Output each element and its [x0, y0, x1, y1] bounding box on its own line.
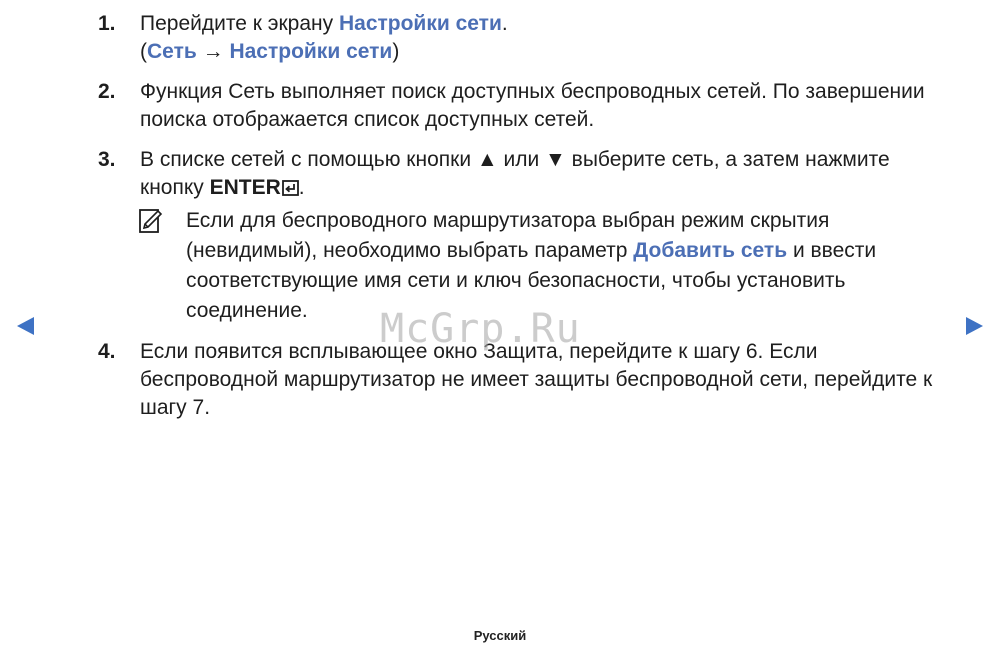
- enter-label: ENTER: [209, 176, 281, 199]
- step-1-line-1: Перейдите к экрану Настройки сети.: [140, 12, 508, 35]
- step-number: 1.: [98, 12, 116, 35]
- network-settings-link: Настройки сети: [338, 12, 502, 35]
- menu-path-network-settings: Настройки сети: [229, 40, 393, 63]
- add-network-link: Добавить сеть: [633, 239, 788, 262]
- step-3-text: В списке сетей с помощью кнопки ▲ или ▼ выберите сеть, а затем нажмите кнопку ENTER .: [140, 148, 890, 199]
- instruction-list: [98, 10, 948, 434]
- menu-path-network: Сеть: [147, 40, 197, 63]
- step-4-text: Если появится всплывающее окно Защита, перейдите к шагу 6. Если беспроводной маршрутизатор не имеет защиты беспроводной сети, перейдите к шагу 7.: [140, 340, 933, 419]
- footer-language: Русский: [473, 628, 527, 643]
- note-text: Если для беспроводного маршрутизатора выбран режим скрытия (невидимый), необходимо выбрать параметр Добавить сеть и ввести соответствующие имя сети и ключ безопасности, чтобы установить соединение.: [186, 209, 877, 322]
- step-3: [98, 146, 948, 326]
- arrow-separator: →: [196, 40, 230, 63]
- step-number: 2.: [98, 80, 116, 103]
- step-1: [98, 10, 948, 66]
- enter-key-icon: [282, 180, 299, 196]
- watermark: McGrp.Ru: [380, 306, 581, 352]
- menu-path: (Сеть → Настройки сети): [140, 40, 400, 63]
- prev-page-arrow-icon[interactable]: [14, 314, 38, 338]
- step-number: 4.: [98, 340, 116, 363]
- step-number: 3.: [98, 148, 116, 171]
- step-2: [98, 78, 948, 134]
- step-2-text: Функция Сеть выполняет поиск доступных беспроводных сетей. По завершении поиска отображается список доступных сетей.: [140, 80, 925, 131]
- next-page-arrow-icon[interactable]: [962, 314, 986, 338]
- note-memo-icon: [139, 209, 165, 233]
